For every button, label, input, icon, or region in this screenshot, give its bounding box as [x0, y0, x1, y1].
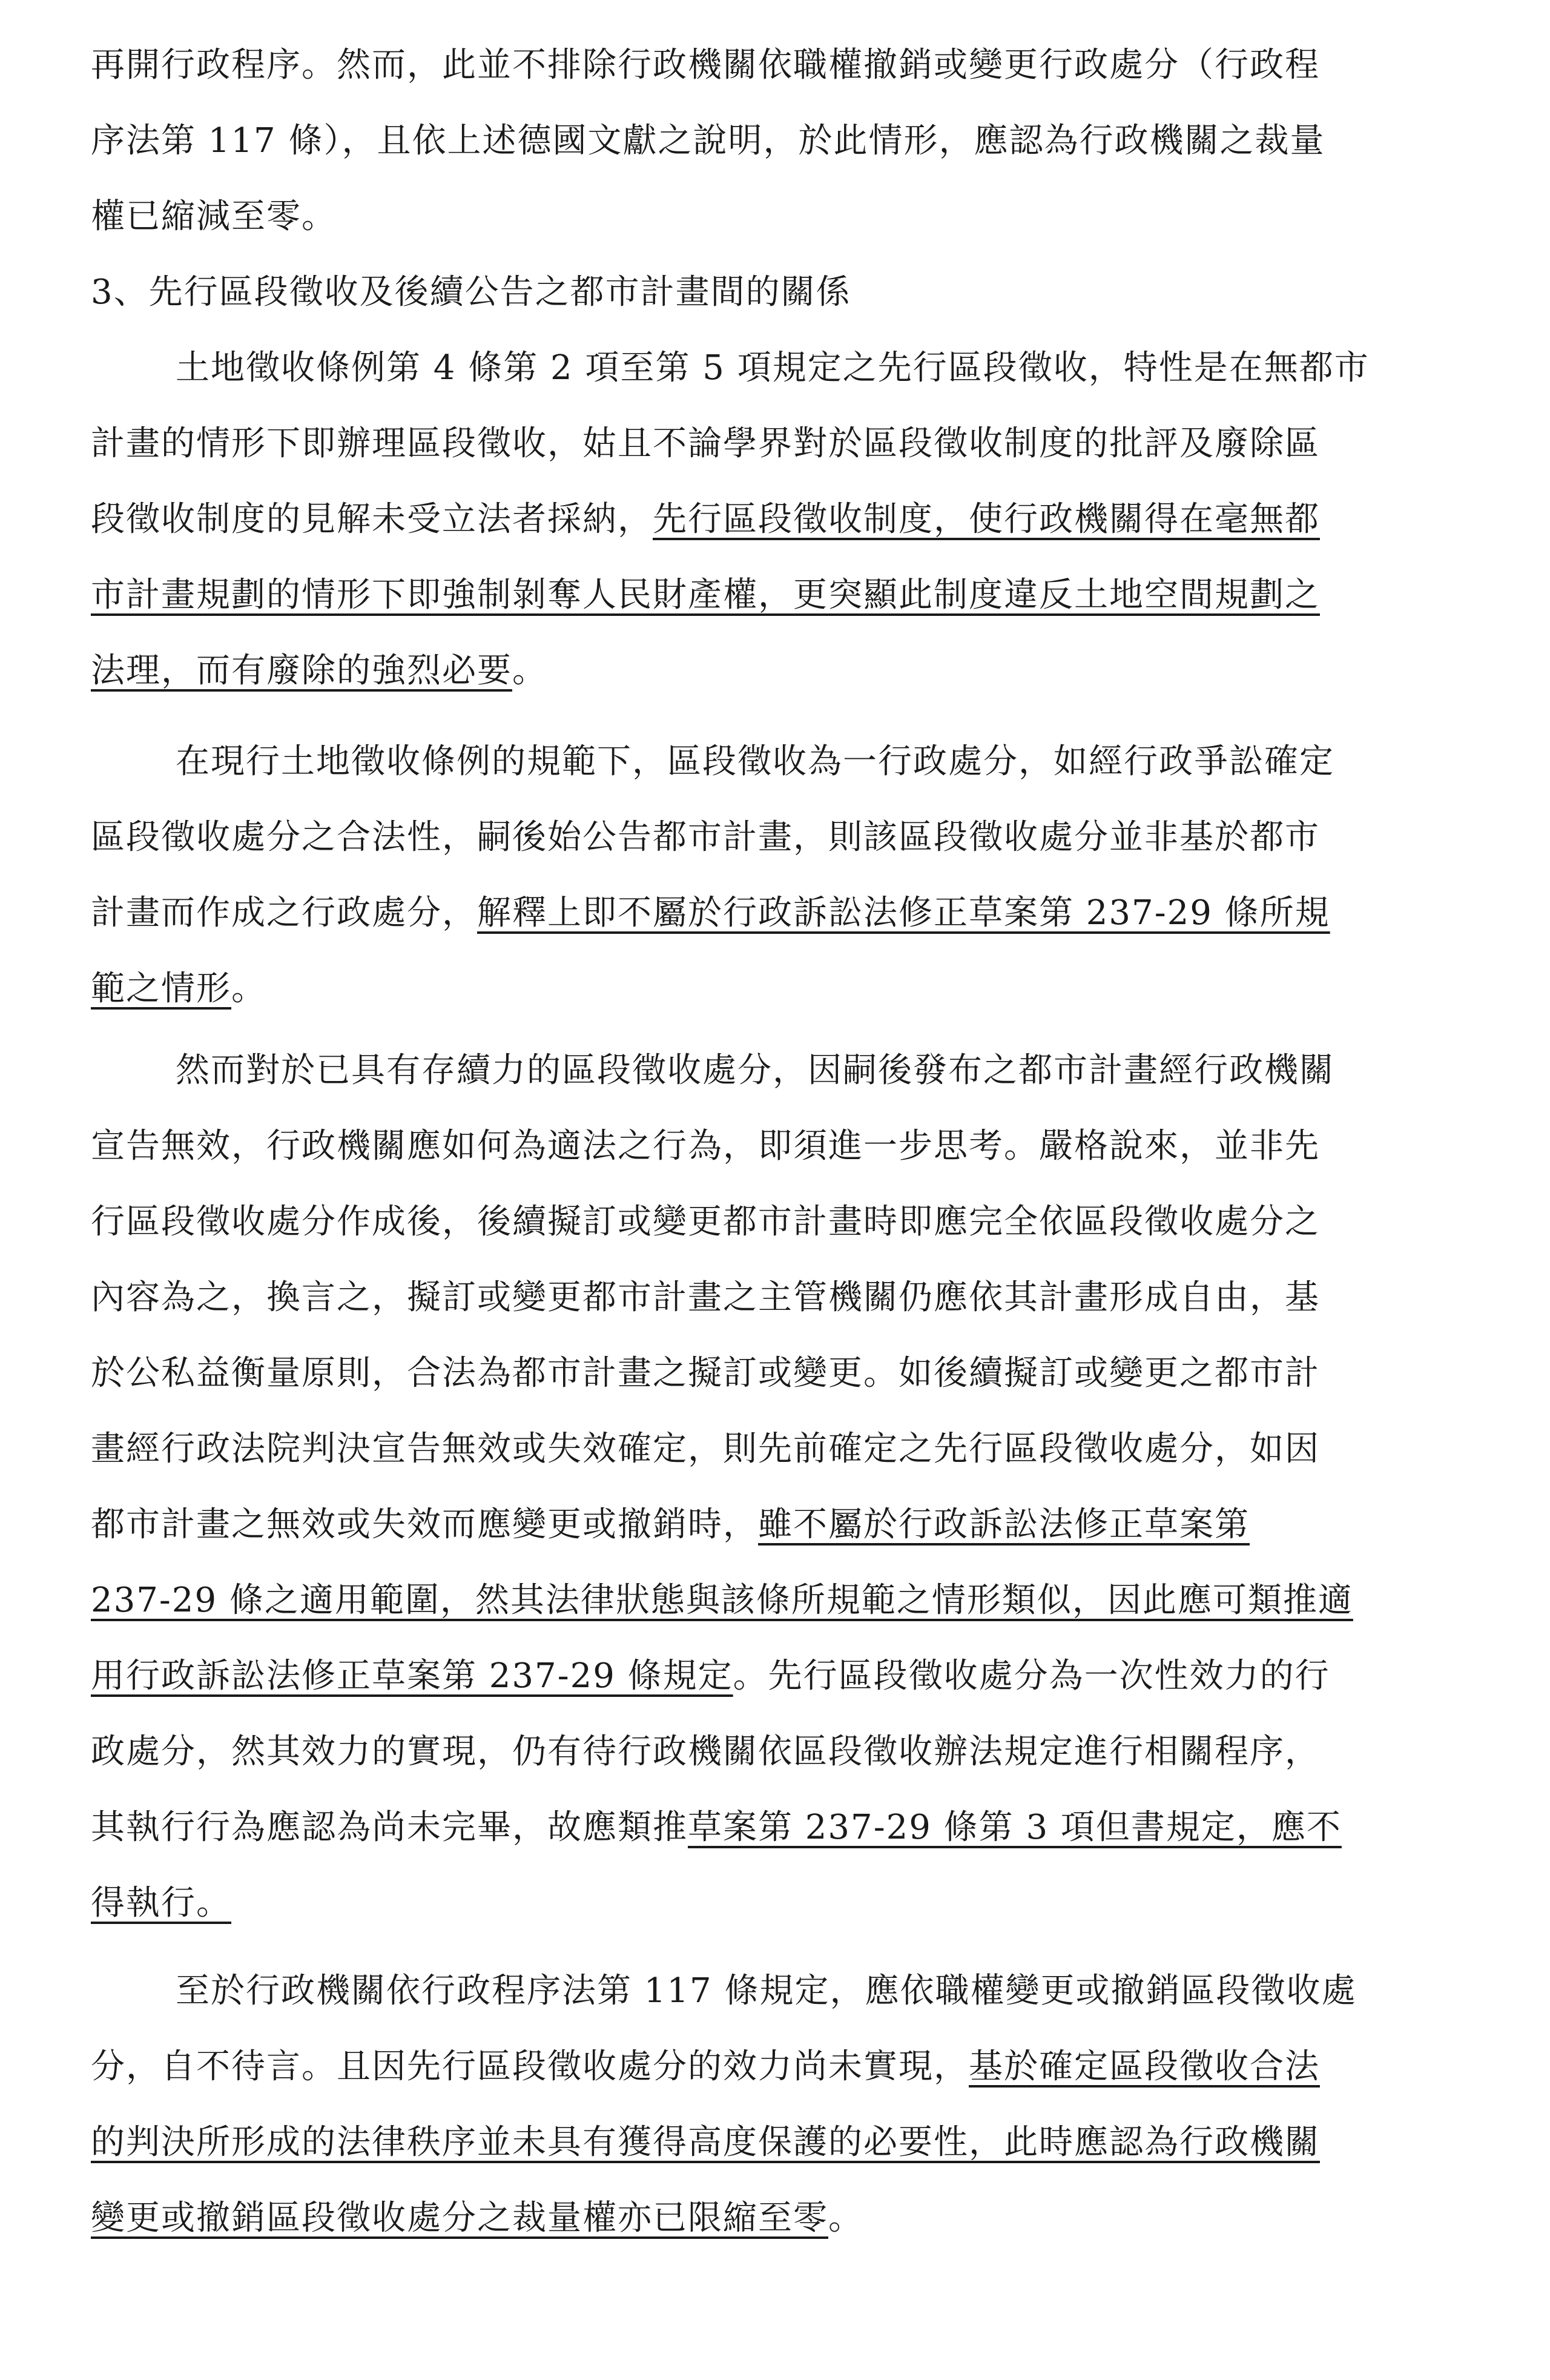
- p3-line-6: 畫經行政法院判決宣告無效或失效確定，則先前確定之先行區段徵收處分，如因: [91, 1429, 1320, 1469]
- p2-line-3-plain: 計畫而作成之行政處分，: [91, 893, 477, 933]
- p4-line-2-underlined: 基於確定區段徵收合法: [969, 2047, 1320, 2086]
- p1-line-5: [91, 647, 547, 695]
- p2-line-4-underlined: 範之情形: [91, 969, 231, 1008]
- p3-line-12: 得執行。: [91, 1883, 231, 1923]
- p2-line-2: 區段徵收處分之合法性，嗣後始公告都市計畫，則該區段徵收處分並非基於都市: [91, 818, 1320, 857]
- p3-line-11-plain: 其執行行為應認為尚未完畢，故應類推: [91, 1808, 688, 1847]
- intro-line-1: 再開行政程序。然而，此並不排除行政機關依職權撤銷或變更行政處分（行政程: [91, 45, 1320, 85]
- p3-line-11: [91, 1803, 1342, 1852]
- p1-line-1: 土地徵收條例第 4 條第 2 項至第 5 項規定之先行區段徵收，特性是在無都市: [176, 348, 1370, 388]
- p3-line-4: 內容為之，換言之，擬訂或變更都市計畫之主管機關仍應依其計畫形成自由，基: [91, 1278, 1320, 1317]
- p3-line-7-plain: 都市計畫之無效或失效而應變更或撤銷時，: [91, 1505, 758, 1544]
- p3-line-11-underlined: 草案第 237-29 條第 3 項但書規定，應不: [688, 1808, 1342, 1847]
- p1-line-3-plain: 段徵收制度的見解未受立法者採納，: [91, 500, 653, 539]
- p1-line-3: [91, 495, 1320, 544]
- p4-line-4-plain: 。: [828, 2198, 863, 2238]
- p3-line-7-underlined: 雖不屬於行政訴訟法修正草案第: [758, 1505, 1250, 1544]
- p3-line-9: [91, 1652, 1330, 1701]
- p1-line-2: 計畫的情形下即辦理區段徵收，姑且不論學界對於區段徵收制度的批評及廢除區: [91, 424, 1320, 463]
- p3-line-1: 然而對於已具有存續力的區段徵收處分，因嗣後發布之都市計畫經行政機關: [176, 1051, 1334, 1090]
- p2-line-4-plain: 。: [231, 969, 266, 1008]
- p3-line-10: 政處分，然其效力的實現，仍有待行政機關依區段徵收辦法規定進行相關程序，: [91, 1732, 1320, 1771]
- p2-line-3-underlined: 解釋上即不屬於行政訴訟法修正草案第 237-29 條所規: [477, 893, 1330, 933]
- p2-line-1: 在現行土地徵收條例的規範下，區段徵收為一行政處分，如經行政爭訟確定: [176, 742, 1334, 781]
- intro-line-2: 序法第 117 條），且依上述德國文獻之說明，於此情形，應認為行政機關之裁量: [91, 121, 1325, 160]
- p3-line-9-plain: 。先行區段徵收處分為一次性效力的行: [733, 1656, 1330, 1696]
- p4-line-1: 至於行政機關依行政程序法第 117 條規定，應依職權變更或撤銷區段徵收處: [176, 1971, 1357, 2011]
- p3-line-3: 行區段徵收處分作成後，後續擬訂或變更都市計畫時即應完全依區段徵收處分之: [91, 1202, 1320, 1241]
- p2-line-3: [91, 889, 1330, 937]
- p4-line-4-underlined: 變更或撤銷區段徵收處分之裁量權亦已限縮至零: [91, 2198, 828, 2238]
- p4-line-2: [91, 2043, 1320, 2091]
- p3-line-2: 宣告無效，行政機關應如何為適法之行為，即須進一步思考。嚴格說來，並非先: [91, 1126, 1320, 1166]
- p1-line-5-plain: 。: [512, 651, 547, 690]
- p1-line-3-underlined: 先行區段徵收制度，使行政機關得在毫無都: [653, 500, 1320, 539]
- p3-line-7: [91, 1501, 1250, 1549]
- p1-line-4: 市計畫規劃的情形下即強制剝奪人民財產權，更突顯此制度違反土地空間規劃之: [91, 575, 1320, 615]
- section-heading: 3、先行區段徵收及後續公告之都市計畫間的關係: [91, 273, 851, 312]
- p1-line-5-underlined: 法理，而有廢除的強烈必要: [91, 651, 512, 690]
- p4-line-4: [91, 2194, 863, 2243]
- p3-line-8: 237-29 條之適用範圍，然其法律狀態與該條所規範之情形類似，因此應可類推適: [91, 1581, 1353, 1620]
- p3-line-9-underlined: 用行政訴訟法修正草案第 237-29 條規定: [91, 1656, 733, 1696]
- p3-line-5: 於公私益衡量原則，合法為都市計畫之擬訂或變更。如後續擬訂或變更之都市計: [91, 1354, 1320, 1393]
- p2-line-4: [91, 965, 266, 1013]
- p4-line-3: 的判決所形成的法律秩序並未具有獲得高度保護的必要性，此時應認為行政機關: [91, 2123, 1320, 2162]
- intro-line-3: 權已縮減至零。: [91, 197, 337, 236]
- p4-line-2-plain: 分，自不待言。且因先行區段徵收處分的效力尚未實現，: [91, 2047, 969, 2086]
